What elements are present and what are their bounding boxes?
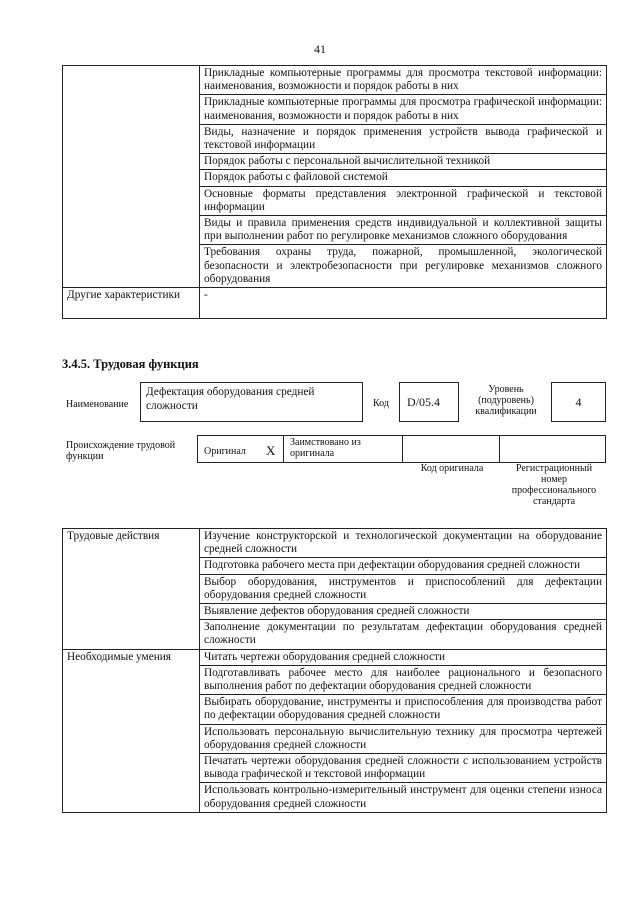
knowledge-table: [62, 65, 607, 319]
empty-label-cell: [63, 66, 200, 288]
table-row: Порядок работы с персональной вычислительной техникой: [200, 154, 607, 170]
borrowed-label: Заимствовано из оригинала: [290, 437, 361, 459]
code-original-caption: Код оригинала: [420, 463, 484, 474]
level-value: 4: [575, 395, 582, 409]
table-row: Порядок работы с файловой системой: [200, 170, 607, 186]
code-value: D/05.4: [407, 395, 440, 409]
origin-label: Происхождение трудовой функции: [66, 440, 176, 462]
name-label: Наименование: [66, 399, 129, 410]
original-label: Оригинал: [204, 446, 246, 457]
actions-label: Трудовые действия: [63, 529, 200, 650]
table-row: Виды, назначение и порядок применения устройств вывода графической и текстовой информации: [200, 124, 607, 153]
table-row: Виды и правила применения средств индивидуальной и коллективной защиты при выполнении работ по регулировке механизмов сложного оборудования: [200, 216, 607, 245]
table-row: Прикладные компьютерные программы для просмотра текстовой информации: наименования, возможности и порядок работы в них: [200, 66, 607, 95]
divider: [402, 435, 403, 463]
page-number: 41: [314, 42, 326, 56]
table-row: Подготавливать рабочее место для наиболее рационального и безопасного выполнения работ по дефектации оборудования средней сложности: [200, 665, 607, 694]
table-row: Прикладные компьютерные программы для просмотра графической информации: наименования, возможности и порядок работы в них: [200, 95, 607, 124]
table-row: Основные форматы представления электронной графической и текстовой информации: [200, 186, 607, 215]
other-characteristics-label: Другие характеристики: [63, 288, 200, 319]
other-characteristics-value: -: [200, 288, 607, 319]
divider: [499, 435, 500, 463]
registration-number-caption: Регистрационный номер профессионального стандарта: [511, 463, 597, 507]
name-box: [140, 382, 363, 422]
table-row: Подготовка рабочего места при дефектации оборудования средней сложности: [200, 558, 607, 574]
table-row: Печатать чертежи оборудования средней сложности с использованием устройств вывода графической и текстовой информации: [200, 754, 607, 783]
table-row: Требования охраны труда, пожарной, промышленной, экологической безопасности и электробезопасности при регулировке механизмов сложного оборудования: [200, 245, 607, 288]
section-heading: 3.4.5. Трудовая функция: [62, 357, 199, 371]
code-box: [399, 382, 459, 422]
table-row: Выбор оборудования, инструментов и приспособлений для дефектации оборудования средней сложности: [200, 574, 607, 603]
level-box: [551, 382, 606, 422]
table-row: Выявление дефектов оборудования средней сложности: [200, 604, 607, 620]
table-row: Читать чертежи оборудования средней сложности: [200, 649, 607, 665]
divider: [283, 435, 284, 463]
code-label: Код: [373, 398, 389, 409]
original-mark: X: [266, 443, 276, 458]
level-label: Уровень (подуровень) квалификации: [475, 384, 537, 417]
table-row: Использовать контрольно-измерительный инструмент для оценки степени износа оборудования средней сложности: [200, 783, 607, 812]
name-value: Дефектация оборудования средней сложности: [146, 386, 315, 412]
table-row: Заполнение документации по результатам дефектации оборудования средней сложности: [200, 620, 607, 649]
table-row: Изучение конструкторской и технологической документации на оборудование средней сложности: [200, 529, 607, 558]
table-row: Выбирать оборудование, инструменты и приспособления для производства работ по дефектации оборудования средней сложности: [200, 695, 607, 724]
function-details-table: [62, 528, 607, 813]
table-row: Использовать персональную вычислительную технику для просмотра чертежей оборудования средней сложности: [200, 724, 607, 753]
skills-label: Необходимые умения: [63, 649, 200, 812]
